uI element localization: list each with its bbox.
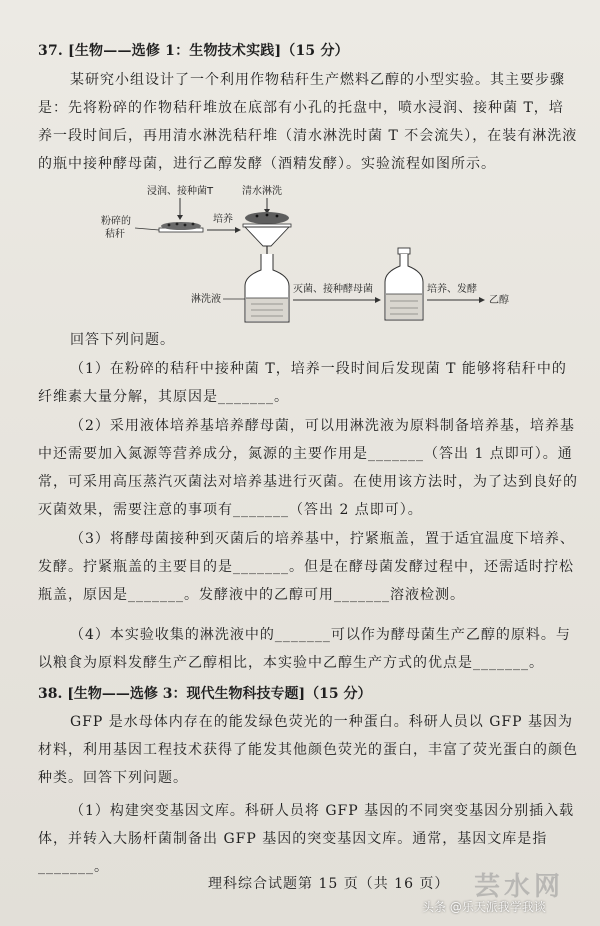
label-soak-inoculate: 浸润、接种菌T — [147, 186, 214, 197]
label-ethanol: 乙醇 — [489, 295, 509, 306]
question-37-part-1: （1）在粉碎的秸秆中接种菌 T，培养一段时间后发现菌 T 能够将秸秆中的纤维素大量分解，其原因是_______。 — [38, 361, 567, 405]
label-straw-line2: 秸秆 — [105, 229, 125, 240]
question-37-part-2: （2）采用液体培养基培养酵母菌，可以用淋洗液为原料制备培养基，培养基中还需要加入氮源等营养成分，氮源的主要作用是_______（答出 1 点即可）。通常，可采用高压蒸汽灭菌法对培养基进行灭菌。在使用该方法时，为了达到良好的灭菌效果，需要注意的事项有_______（答出 2 点即可）。 — [38, 418, 578, 518]
collection-bottle-icon — [245, 254, 289, 322]
question-37-title: 37. [生物——选修 1：生物技术实践]（15 分） — [38, 43, 349, 59]
experiment-flow-diagram — [95, 182, 535, 332]
question-38-title: 38. [生物——选修 3：现代生物科技专题]（15 分） — [38, 686, 372, 702]
straw-tray-icon — [159, 222, 203, 232]
label-straw-line1: 粉碎的 — [101, 216, 131, 227]
label-culture: 培养 — [213, 214, 233, 225]
question-38-intro: GFP 是水母体内存在的能发绿色荧光的一种蛋白。科研人员以 GFP 基因为材料，利用基因工程技术获得了能发其他颜色荧光的蛋白，丰富了荧光蛋白的颜色种类。回答下列问题。 — [38, 714, 578, 786]
label-sterilize-inoculate: 灭菌、接种酵母菌 — [293, 284, 373, 295]
label-culture-ferment: 培养、发酵 — [427, 284, 477, 295]
site-watermark: 芸水网 — [474, 872, 565, 902]
question-37-part-4: （4）本实验收集的淋洗液中的_______可以作为酵母菌生产乙醇的原料。与以粮食为原料发酵生产乙醇相比，本实验中乙醇生产方式的优点是_______。 — [38, 627, 571, 671]
fermentation-bottle-icon — [385, 248, 423, 320]
question-37-intro: 某研究小组设计了一个利用作物秸秆生产燃料乙醇的小型实验。其主要步骤是：先将粉碎的作物秸秆堆放在底部有小孔的托盘中，喷水浸润、接种菌 T，培养一段时间后，再用清水淋洗秸秆堆（清水淋洗时菌 T 不会流失），在装有淋洗液的瓶中接种酵母菌，进行乙醇发酵（酒精发酵）。实验流程如图所示。 — [38, 72, 578, 172]
label-rinse: 清水淋洗 — [242, 186, 282, 197]
label-wash-liquid: 淋洗液 — [191, 294, 221, 305]
question-38-part-1: （1）构建突变基因文库。科研人员将 GFP 基因的不同突变基因分别插入载体，并转入大肠杆菌制备出 GFP 基因的突变基因文库。通常，基因文库是指_______。 — [38, 803, 575, 875]
answer-prompt: 回答下列问题。 — [70, 332, 175, 348]
page-footer: 理科综合试题第 15 页（共 16 页） — [208, 876, 450, 892]
question-37-part-3: （3）将酵母菌接种到灭菌后的培养基中，拧紧瓶盖，置于适宜温度下培养、发酵。拧紧瓶盖的主要目的是_______。但是在酵母菌发酵过程中，还需适时拧松瓶盖，原因是_______。发酵液中的乙醇可用_______溶液检测。 — [38, 531, 575, 603]
source-watermark: 头条 @乐天派我学我谈 — [422, 900, 546, 914]
